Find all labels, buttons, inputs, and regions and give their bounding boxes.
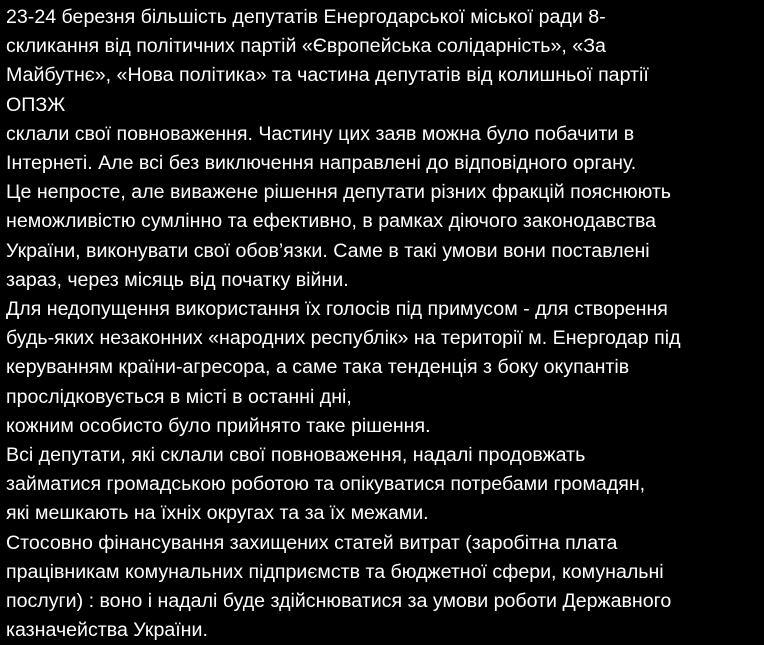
message-line: Це непросте, але виважене рішення депутати різних фракцій пояснюють <box>6 181 672 204</box>
message-line: працівникам комунальних підприємств та бюджетної сфери, комунальні <box>6 560 664 583</box>
message-line: Майбутнє», «Нова політика» та частина депутатів від колишньої партії <box>6 64 649 87</box>
message-line: України, виконувати свої обов’язки. Саме в такі умови вони поставлені <box>6 239 650 262</box>
message-line: Всі депутати, які склали свої повноваження, надалі продовжать <box>6 444 586 467</box>
message-line: зараз, через місяць від початку війни. <box>6 268 349 291</box>
message-line: ОПЗЖ <box>6 93 66 116</box>
message-line: які мешкають на їхніх округах та за їх межами. <box>6 502 429 525</box>
message-line: Стосовно фінансування захищених статей витрат (заробітна плата <box>6 531 618 554</box>
message-line: прослідковується в місті в останні дні, <box>6 385 352 408</box>
message-text <box>6 3 756 645</box>
message-line: послуги) : воно і надалі буде здійснюватися за умови роботи Державного <box>6 590 672 613</box>
message-line: неможливістю сумлінно та ефективно, в рамках діючого законодавства <box>6 210 657 233</box>
message-line: керуванням країни-агресора, а саме така тенденція з боку окупантів <box>6 356 630 379</box>
message-line: будь-яких незаконних «народних республік» на території м. Енергодар під <box>6 327 681 350</box>
message-line: казначейства України. <box>6 619 208 642</box>
message-line: Інтернеті. Але всі без виключення направлені до відповідного органу. <box>6 152 637 175</box>
message-line: скликання від політичних партій «Європейська солідарність», «За <box>6 35 606 58</box>
message-line: займатися громадською роботою та опікуватися потребами громадян, <box>6 473 646 496</box>
message-line: кожним особисто було прийнято таке рішення. <box>6 414 431 437</box>
message-line: Для недопущення використання їх голосів під примусом - для створення <box>6 298 668 321</box>
message-line: склали свої повноваження. Частину цих заяв можна було побачити в <box>6 122 635 145</box>
message-line: 23-24 березня більшість депутатів Енергодарської міської ради 8- <box>6 6 606 28</box>
